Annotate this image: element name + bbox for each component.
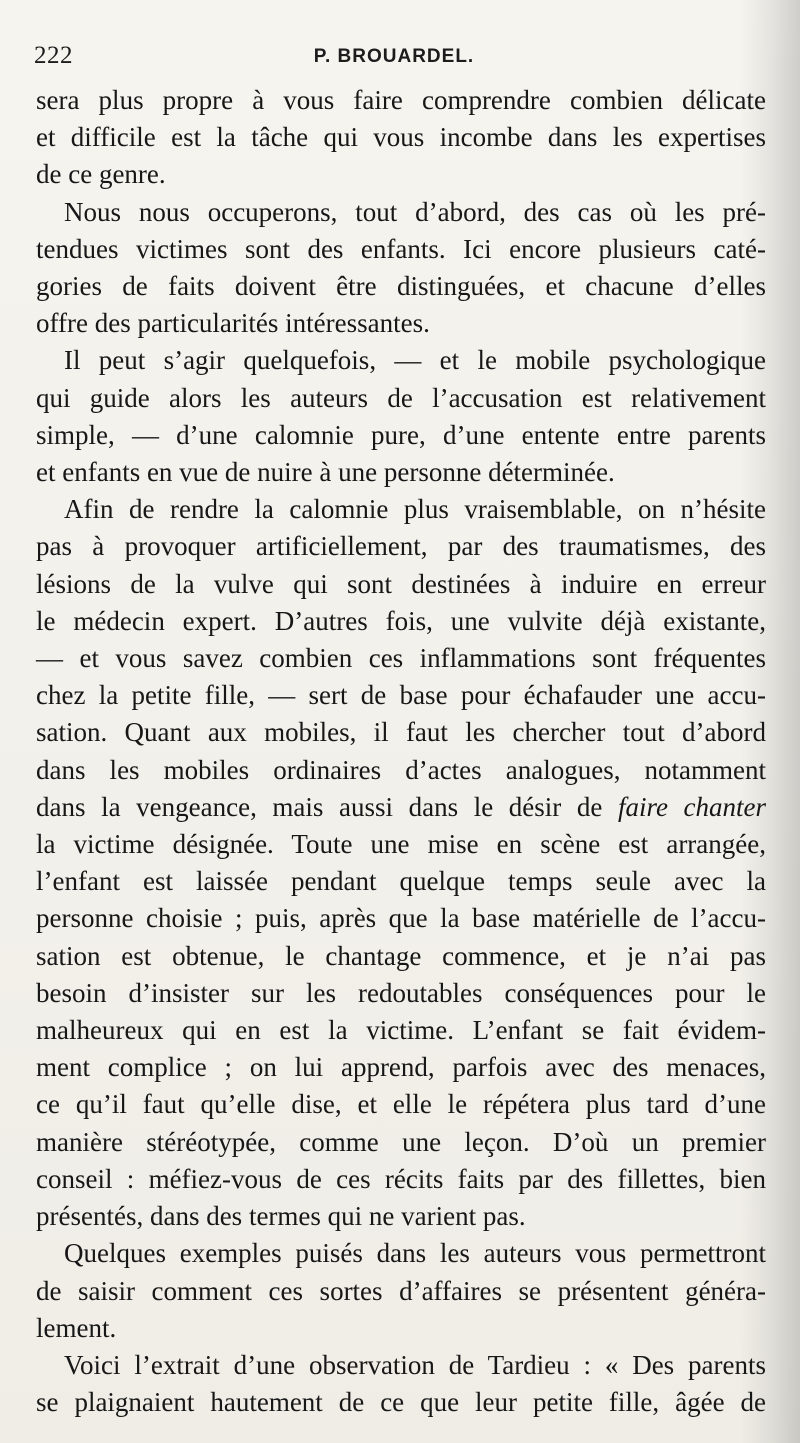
text-line: malheureux qui en est la victime. L’enfant se fait évidem- xyxy=(36,1015,766,1046)
text-line: tendues victimes sont des enfants. Ici encore plusieurs caté- xyxy=(36,233,766,264)
text-line: manière stéréotypée, comme une leçon. D’où un premier xyxy=(36,1126,766,1157)
paragraph xyxy=(36,342,766,491)
text-line: présentés, dans des termes qui ne varient pas. xyxy=(36,1201,526,1232)
text-line: l’enfant est laissée pendant quelque temps seule avec la xyxy=(36,866,766,897)
text-line: et difficile est la tâche qui vous incombe dans les expertises xyxy=(36,122,766,153)
italic-phrase: faire chanter xyxy=(617,791,766,822)
text-line: qui guide alors les auteurs de l’accusation est relativement xyxy=(36,382,766,413)
text-line: dans les mobiles ordinaires d’actes analogues, notamment xyxy=(36,754,766,785)
text-line-with-italic xyxy=(36,789,766,826)
text-line: simple, — d’une calomnie pure, d’une entente entre parents xyxy=(36,419,766,450)
text-line: conseil : méfiez-vous de ces récits faits par des fillettes, bien xyxy=(36,1163,766,1194)
text-line: le médecin expert. D’autres fois, une vulvite déjà existante, xyxy=(36,605,766,636)
body-text xyxy=(36,82,766,1421)
text-line: personne choisie ; puis, après que la base matérielle de l’accu- xyxy=(36,903,766,934)
text-line: de saisir comment ces sortes d’affaires se présentent généra- xyxy=(36,1275,766,1306)
paragraph xyxy=(36,194,766,343)
text-line: pas à provoquer artificiellement, par des traumatismes, des xyxy=(36,531,766,562)
text-line: lement. xyxy=(36,1312,117,1343)
text-line: sera plus propre à vous faire comprendre combien délicate xyxy=(36,85,766,115)
text-line: de ce genre. xyxy=(36,159,166,190)
text-line: Afin de rendre la calomnie plus vraisemblable, on n’hésite xyxy=(64,494,766,525)
text-fragment: dans la vengeance, mais aussi dans le désir de xyxy=(36,791,603,822)
text-line: Voici l’extrait d’une observation de Tardieu : « Des parents xyxy=(64,1349,766,1380)
paragraph xyxy=(36,82,766,194)
text-line: gories de faits doivent être distinguées, et chacune d’elles xyxy=(36,271,766,302)
text-line: ce qu’il faut qu’elle dise, et elle le répétera plus tard d’une xyxy=(36,1089,766,1120)
text-line: Nous nous occuperons, tout d’abord, des cas où les pré- xyxy=(64,196,766,227)
paragraph xyxy=(36,1347,766,1421)
text-line: offre des particularités intéressantes. xyxy=(36,308,430,339)
text-line: Il peut s’agir quelquefois, — et le mobile psychologique xyxy=(64,345,766,376)
paragraph xyxy=(36,1235,766,1347)
text-line: sation est obtenue, le chantage commence, et je n’ai pas xyxy=(36,940,766,971)
text-line: chez la petite fille, — sert de base pour échafauder une accu- xyxy=(36,680,766,711)
paragraph xyxy=(36,491,766,1235)
text-line: ment complice ; on lui apprend, parfois avec des menaces, xyxy=(36,1052,766,1083)
text-line: se plaignaient hautement de ce que leur petite fille, âgée de xyxy=(36,1387,766,1418)
page-number: 222 xyxy=(34,42,73,69)
text-line: besoin d’insister sur les redoutables conséquences pour le xyxy=(36,977,766,1008)
running-head xyxy=(34,40,754,72)
text-line: Quelques exemples puisés dans les auteurs vous permettront xyxy=(64,1238,766,1269)
text-line: la victime désignée. Toute une mise en scène est arrangée, xyxy=(36,829,766,860)
text-line: — et vous savez combien ces inflammations sont fréquentes xyxy=(36,643,766,674)
text-line: et enfants en vue de nuire à une personne déterminée. xyxy=(36,457,615,488)
running-head-author: P. BROUARDEL. xyxy=(313,46,475,67)
text-line: sation. Quant aux mobiles, il faut les chercher tout d’abord xyxy=(36,717,766,748)
text-line: lésions de la vulve qui sont destinées à induire en erreur xyxy=(36,568,766,599)
